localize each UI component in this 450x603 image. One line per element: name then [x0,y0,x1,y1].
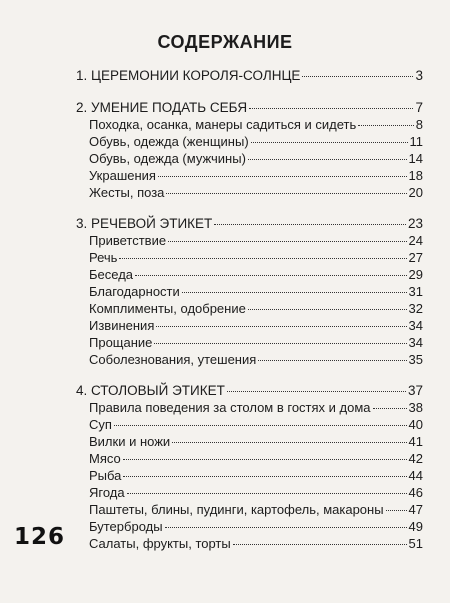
chapter-title: 2. УМЕНИЕ ПОДАТЬ СЕБЯ [76,100,248,115]
dot-leader [249,107,413,109]
section-title: Жесты, поза [89,185,165,200]
toc-section [89,519,423,535]
page-number: 51 [408,536,423,551]
section-title: Речь [89,250,118,265]
page-number: 8 [415,117,423,132]
dot-leader [182,291,407,293]
toc-section [89,417,423,433]
section-title: Обувь, одежда (женщины) [89,134,249,149]
dot-leader [123,458,407,460]
page-number: 29 [408,267,423,282]
dot-leader [135,274,407,276]
section-title: Обувь, одежда (мужчины) [89,151,246,166]
page-number: 37 [407,383,423,398]
toc-section [89,168,423,184]
page-number: 47 [408,502,423,517]
page-number: 31 [408,284,423,299]
page-number: 40 [408,417,423,432]
page-number: 14 [408,151,423,166]
dot-leader [373,407,407,409]
section-title: Комплименты, одобрение [89,301,246,316]
section-title: Суп [89,417,112,432]
toc-section [89,536,423,552]
section-title: Бутерброды [89,519,163,534]
dot-leader [248,158,407,160]
toc-section [89,301,423,317]
toc-section [89,468,423,484]
chapter-title: 4. СТОЛОВЫЙ ЭТИКЕТ [76,383,225,398]
page-number: 42 [408,451,423,466]
dot-leader [123,475,406,477]
toc-section [89,185,423,201]
section-title: Извинения [89,318,155,333]
dot-leader [154,342,406,344]
section-title: Вилки и ножи [89,434,171,449]
section-title: Ягода [89,485,125,500]
page-number: 44 [408,468,423,483]
toc-section [89,502,423,518]
page-number: 11 [409,134,423,149]
page-number: 34 [408,318,423,333]
section-title: Благодарности [89,284,180,299]
page-number: 41 [408,434,423,449]
toc-section [89,318,423,334]
section-title: Рыба [89,468,122,483]
dot-leader [165,526,407,528]
toc-section [89,400,423,416]
chapter-title: 3. РЕЧЕВОЙ ЭТИКЕТ [76,216,213,231]
page-number: 23 [407,216,423,231]
dot-leader [251,141,408,143]
dot-leader [358,124,413,126]
page-number: 24 [408,233,423,248]
toc-section [89,485,423,501]
page-number: 38 [408,400,423,415]
dot-leader [227,390,406,392]
page-number: 46 [408,485,423,500]
dot-leader [127,492,407,494]
toc-section [89,250,423,266]
toc-chapter [76,100,423,116]
page-number: 20 [408,185,423,200]
dot-leader [258,359,406,361]
dot-leader [168,240,406,242]
toc-section [89,451,423,467]
section-title: Соболезнования, утешения [89,352,257,367]
toc-section [89,284,423,300]
dot-leader [156,325,406,327]
section-title: Прощание [89,335,153,350]
page-number: 35 [408,352,423,367]
page-title: СОДЕРЖАНИЕ [157,32,293,52]
dot-leader [114,424,407,426]
section-title: Правила поведения за столом в гостях и дома [89,400,371,415]
section-title: Приветствие [89,233,167,248]
toc-section [89,335,423,351]
toc-section [89,134,423,150]
page-number: 7 [415,100,423,115]
section-title: Походка, осанка, манеры садиться и сидеть [89,117,357,132]
dot-leader [302,75,413,77]
section-title: Мясо [89,451,121,466]
toc-section [89,434,423,450]
section-title: Паштеты, блины, пудинги, картофель, макароны [89,502,384,517]
page-number: 32 [408,301,423,316]
page-number: 27 [408,250,423,265]
toc-section [89,352,423,368]
toc-section [89,151,423,167]
dot-leader [166,192,406,194]
dot-leader [386,509,407,511]
dot-leader [233,543,407,545]
toc-chapter [76,383,423,399]
dot-leader [172,441,406,443]
page-number: 18 [408,168,423,183]
section-title: Салаты, фрукты, торты [89,536,231,551]
section-title: Украшения [89,168,156,183]
toc-section [89,233,423,249]
toc-chapter [76,216,423,232]
page-number: 49 [408,519,423,534]
page-number: 3 [415,68,423,83]
page-folio-number: 126 [14,524,66,550]
dot-leader [119,257,406,259]
dot-leader [214,223,406,225]
toc-chapter [76,68,423,84]
dot-leader [158,175,407,177]
dot-leader [248,308,407,310]
toc-section [89,267,423,283]
toc-section [89,117,423,133]
chapter-title: 1. ЦЕРЕМОНИИ КОРОЛЯ-СОЛНЦЕ [76,68,301,83]
section-title: Беседа [89,267,134,282]
page-number: 34 [408,335,423,350]
